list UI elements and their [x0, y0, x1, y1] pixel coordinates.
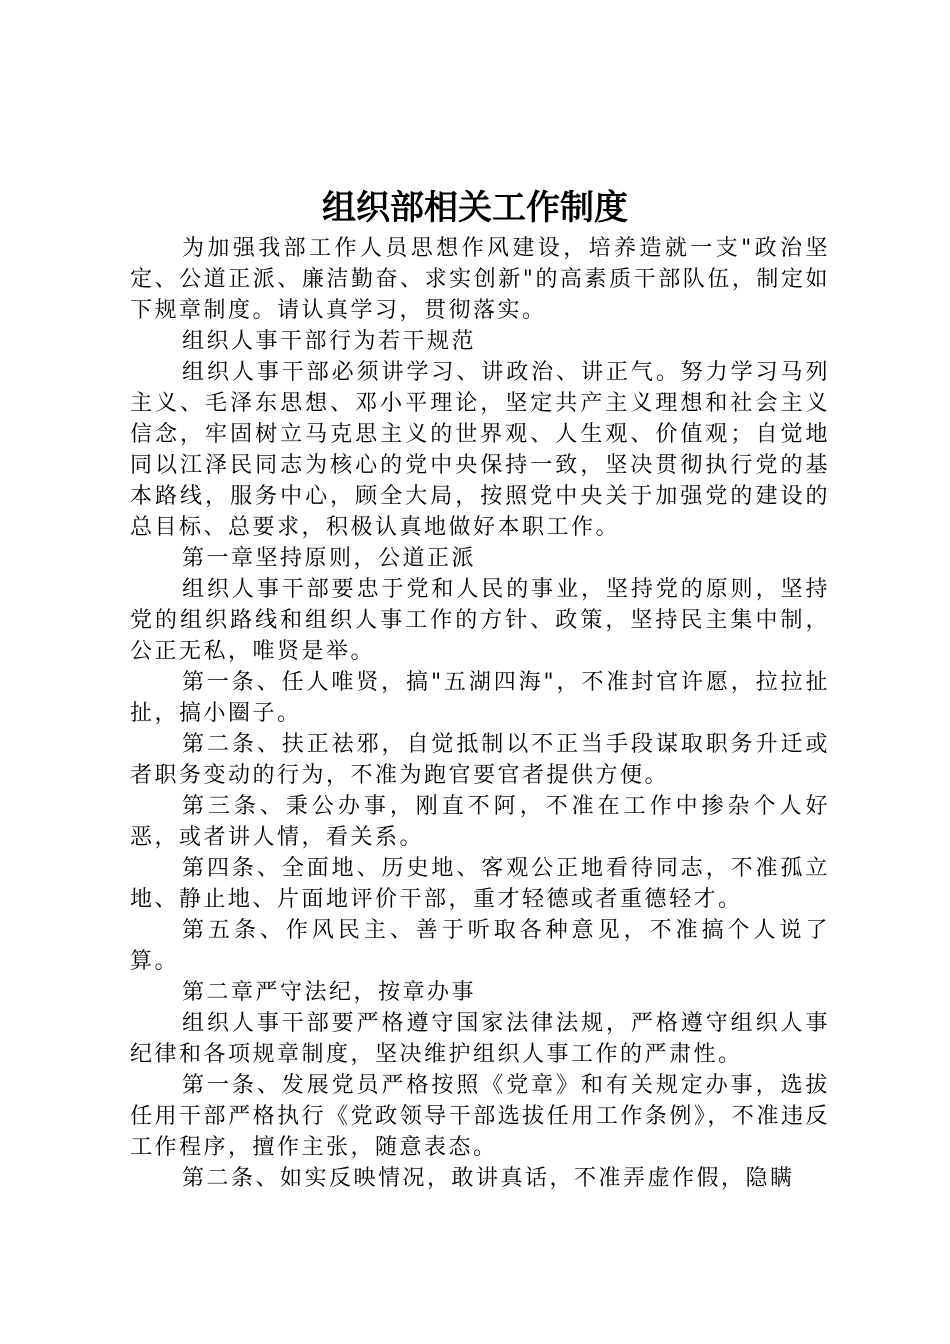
article-2-2: 第二条、如实反映情况，敢讲真话，不准弄虚作假，隐瞒 — [182, 1166, 795, 1191]
article-1-2: 第二条、扶正祛邪，自觉抵制以不正当手段谋取职务升迁或者职务变动的行为，不准为跑官要官者提供方便。 — [130, 732, 830, 788]
article-1-4: 第四条、全面地、历史地、客观公正地看待同志，不准孤立地、静止地、片面地评价干部，重才轻德或者重德轻才。 — [130, 856, 830, 912]
paragraph-chapter-2: 组织人事干部要严格遵守国家法律法规，严格遵守组织人事纪律和各项规章制度，坚决维护组织人事工作的严肃性。 — [130, 1011, 830, 1067]
article-1-3: 第三条、秉公办事，刚直不阿，不准在工作中掺杂个人好恶，或者讲人情，看关系。 — [130, 794, 830, 850]
paragraph-chapter-1: 组织人事干部要忠于党和人民的事业，坚持党的原则，坚持党的组织路线和组织人事工作的方针、政策，坚持民主集中制，公正无私，唯贤是举。 — [130, 577, 830, 664]
chapter-heading-1: 第一章坚持原则，公道正派 — [182, 546, 477, 571]
document-title: 组织部相关工作制度 — [322, 188, 628, 228]
paragraph-norms: 组织人事干部必须讲学习、讲政治、讲正气。努力学习马列主义、毛泽东思想、邓小平理论，坚定共产主义理想和社会主义信念，牢固树立马克思主义的世界观、人生观、价值观；自觉地同以江泽民同志为核心的党中央保持一致，坚决贯彻执行党的基本路线，服务中心，顾全大局，按照党中央关于加强党的建设的总目标、总要求，积极认真地做好本职工作。 — [130, 360, 830, 540]
paragraph-intro: 为加强我部工作人员思想作风建设，培养造就一支"政治坚定、公道正派、廉洁勤奋、求实创新"的高素质干部队伍，制定如下规章制度。请认真学习，贯彻落实。 — [130, 236, 830, 323]
article-2-1: 第一条、发展党员严格按照《党章》和有关规定办事，选拔任用干部严格执行《党政领导干部选拔任用工作条例》，不准违反工作程序，擅作主张，随意表态。 — [130, 1073, 830, 1160]
chapter-heading-2: 第二章严守法纪，按章办事 — [182, 980, 477, 1005]
article-1-1: 第一条、任人唯贤，搞"五湖四海"，不准封官许愿，拉拉扯扯，搞小圈子。 — [130, 670, 830, 726]
document-body — [130, 233, 830, 1194]
article-1-5: 第五条、作风民主、善于听取各种意见，不准搞个人说了算。 — [130, 918, 830, 974]
section-heading-norms: 组织人事干部行为若干规范 — [182, 329, 477, 354]
